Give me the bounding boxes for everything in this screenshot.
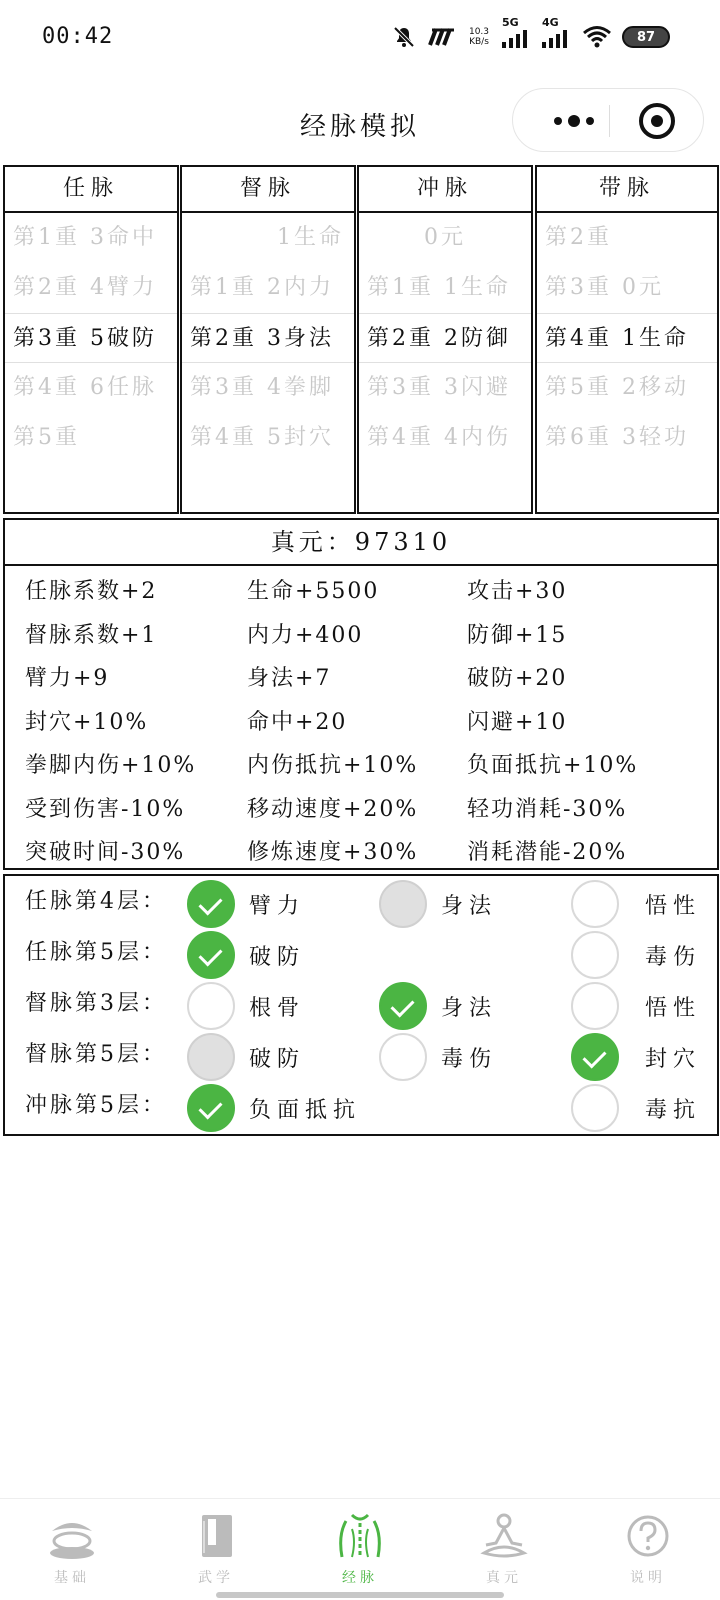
acupoint-option[interactable] [187, 1084, 361, 1132]
stat-value: 臂力+9 [25, 666, 110, 691]
picker-ren-meridian[interactable] [3, 165, 179, 514]
picker-row[interactable]: 第2重 4臂力 [13, 275, 157, 300]
acupoint-row-label: 任脉第4层： [25, 889, 167, 914]
acupoint-option-label: 根骨 [249, 995, 306, 1021]
picker-row[interactable]: 第4重 5封穴 [190, 425, 334, 450]
acupoint-option-label: 毒伤 [441, 1046, 498, 1072]
stat-value: 内力+400 [247, 622, 364, 648]
tab-label: 武学 [198, 1570, 234, 1586]
radio-circle[interactable] [187, 982, 235, 1030]
acupoint-row-label: 督脉第3层： [25, 991, 167, 1016]
stat-value: 受到伤害-10% [25, 796, 186, 822]
stat-value: 命中+20 [247, 709, 348, 735]
checkmark-icon[interactable] [571, 1033, 619, 1081]
picker-list[interactable] [537, 213, 717, 512]
checkmark-icon[interactable] [187, 1084, 235, 1132]
tab-label: 真元 [486, 1570, 522, 1586]
picker-header: 带脉 [537, 167, 717, 213]
acupoint-selection-panel [3, 874, 719, 1136]
picker-row[interactable]: 第6重 3轻功 [545, 425, 689, 450]
stat-value: 负面抵抗+10% [467, 753, 639, 778]
status-icons [392, 16, 670, 52]
radio-circle[interactable] [187, 1033, 235, 1081]
radio-circle[interactable] [571, 982, 619, 1030]
picker-row[interactable]: 第5重 [13, 425, 80, 450]
tab-basic[interactable] [0, 1507, 144, 1593]
capsule-divider [609, 105, 610, 137]
close-target-icon[interactable] [639, 103, 675, 139]
tab-label: 经脉 [342, 1570, 378, 1586]
acupoint-option[interactable] [571, 880, 702, 928]
picker-row[interactable]: 第3重 3闪避 [367, 375, 511, 400]
meridian-body-icon [332, 1511, 388, 1561]
picker-row[interactable]: 第4重 6任脉 [13, 375, 157, 400]
status-time: 00:42 [42, 24, 114, 49]
checkmark-icon[interactable] [187, 880, 235, 928]
picker-row-selected[interactable]: 第2重 3身法 [182, 313, 354, 363]
stat-value: 突破时间-30% [25, 840, 186, 865]
acupoint-option-label: 悟性 [645, 995, 702, 1021]
stat-value: 消耗潜能-20% [467, 840, 628, 865]
acupoint-row-label: 督脉第5层： [25, 1042, 167, 1067]
acupoint-row-label: 冲脉第5层： [25, 1093, 167, 1118]
acupoint-option-label: 破防 [249, 944, 306, 970]
zhenyuan-total: 真元：97310 [5, 520, 717, 566]
acupoint-row-label: 任脉第5层： [25, 940, 167, 965]
tab-martial-arts[interactable] [144, 1507, 288, 1593]
signal-5g-icon: 5G [502, 26, 532, 48]
stat-value: 攻击+30 [467, 579, 568, 604]
stats-panel [3, 518, 719, 870]
picker-row[interactable]: 第2重 [545, 225, 612, 250]
picker-list[interactable] [359, 213, 531, 512]
acupoint-option-label: 毒伤 [645, 944, 702, 970]
acupoint-option[interactable] [571, 931, 702, 979]
picker-row[interactable]: 第3重 4拳脚 [190, 375, 334, 400]
stat-value: 移动速度+20% [247, 796, 419, 822]
stat-value: 生命+5500 [247, 579, 380, 604]
stat-value: 内伤抵抗+10% [247, 753, 419, 778]
picker-row-selected[interactable]: 第3重 5破防 [5, 313, 177, 363]
radio-circle[interactable] [571, 880, 619, 928]
picker-row[interactable]: 第1重 2内力 [190, 275, 334, 300]
acupoint-option[interactable] [187, 931, 305, 979]
radio-circle[interactable] [379, 880, 427, 928]
acupoint-option[interactable] [571, 1084, 702, 1132]
stat-grid [5, 566, 717, 866]
stat-value: 拳脚内伤+10% [25, 753, 197, 778]
acupoint-option[interactable] [379, 880, 497, 928]
picker-header: 冲脉 [359, 167, 531, 213]
stat-value: 修炼速度+30% [247, 840, 419, 865]
home-indicator[interactable] [216, 1592, 504, 1598]
picker-row[interactable]: 第1重 3命中 [13, 225, 157, 250]
stat-value: 任脉系数+2 [25, 579, 158, 604]
more-icon[interactable] [543, 111, 605, 131]
acupoint-option[interactable] [571, 1033, 702, 1081]
picker-row-selected[interactable]: 第4重 1生命 [537, 313, 717, 363]
status-bar [0, 0, 720, 76]
picker-row[interactable]: 第5重 2移动 [545, 375, 689, 400]
picker-row[interactable]: 1生命 [277, 225, 344, 250]
battery-icon: 87 [622, 26, 670, 48]
acupoint-option-label: 悟性 [645, 893, 702, 919]
picker-chong-meridian[interactable] [357, 165, 533, 514]
acupoint-option[interactable] [571, 982, 702, 1030]
acupoint-option[interactable] [187, 1033, 305, 1081]
stat-value: 闪避+10 [467, 709, 568, 735]
radio-circle[interactable] [571, 1084, 619, 1132]
meridian-pickers [3, 165, 719, 514]
stat-value: 身法+7 [247, 666, 332, 691]
tab-label: 基础 [54, 1570, 90, 1586]
stat-value: 轻功消耗-30% [467, 796, 628, 822]
acupoint-option-label: 封穴 [645, 1046, 702, 1072]
picker-row[interactable]: 第3重 0元 [545, 275, 664, 300]
picker-header: 任脉 [5, 167, 177, 213]
tab-label: 说明 [630, 1570, 666, 1586]
mute-bell-icon [392, 25, 416, 49]
home-icon [44, 1511, 100, 1561]
meditation-icon [476, 1511, 532, 1561]
tab-help[interactable] [576, 1507, 720, 1593]
stat-value: 破防+20 [467, 666, 568, 691]
checkmark-icon[interactable] [379, 982, 427, 1030]
acupoint-option-label: 毒抗 [645, 1097, 702, 1123]
stat-value: 防御+15 [467, 622, 568, 648]
acupoint-option-label: 破防 [249, 1046, 306, 1072]
picker-row[interactable]: 0元 [424, 225, 466, 250]
tab-meridian[interactable] [288, 1507, 432, 1593]
tab-zhenyuan[interactable] [432, 1507, 576, 1593]
picker-row[interactable]: 第1重 1生命 [367, 275, 511, 300]
checkmark-icon[interactable] [187, 931, 235, 979]
picker-list[interactable] [5, 213, 177, 512]
picker-dai-meridian[interactable] [535, 165, 719, 514]
acupoint-option-label: 臂力 [249, 893, 306, 919]
acupoint-option[interactable] [379, 1033, 497, 1081]
signal-4g-icon: 4G [542, 26, 572, 48]
stat-value: 封穴+10% [25, 709, 149, 735]
acupoint-option-label: 身法 [441, 893, 498, 919]
carrier-logo-icon [426, 27, 456, 47]
picker-header: 督脉 [182, 167, 354, 213]
picker-row[interactable]: 第4重 4内伤 [367, 425, 511, 450]
acupoint-option[interactable] [187, 982, 305, 1030]
acupoint-option[interactable] [379, 982, 497, 1030]
page-title: 经脉模拟 [299, 112, 420, 142]
acupoint-option-label: 负面抵抗 [249, 1097, 362, 1123]
help-icon [620, 1511, 676, 1561]
acupoint-option-label: 身法 [441, 995, 498, 1021]
picker-du-meridian[interactable] [180, 165, 356, 514]
book-icon [188, 1511, 244, 1561]
miniprogram-capsule [512, 88, 704, 152]
net-speed: 10.3 KB/s [468, 27, 490, 47]
stat-value: 督脉系数+1 [25, 622, 158, 648]
picker-row-selected[interactable]: 第2重 2防御 [359, 313, 531, 363]
nav-bar [0, 84, 720, 154]
tab-bar [0, 1498, 720, 1600]
picker-list[interactable] [182, 213, 354, 512]
wifi-icon [582, 25, 612, 49]
acupoint-option[interactable] [187, 880, 305, 928]
radio-circle[interactable] [571, 931, 619, 979]
radio-circle[interactable] [379, 1033, 427, 1081]
